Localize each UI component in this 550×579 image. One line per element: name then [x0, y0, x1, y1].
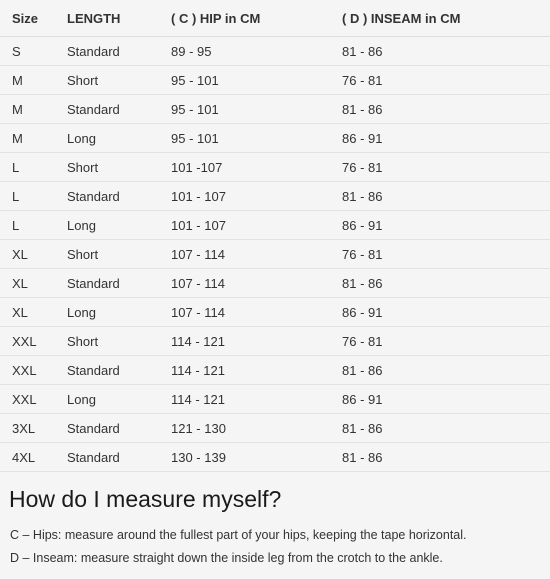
table-row: [0, 327, 550, 356]
cell-inseam: 86 - 91: [342, 298, 550, 327]
cell-size: 3XL: [0, 414, 67, 443]
cell-length: Standard: [67, 95, 171, 124]
table-row: [0, 385, 550, 414]
cell-hip: 89 - 95: [171, 37, 342, 66]
cell-inseam: 81 - 86: [342, 182, 550, 211]
cell-length: Long: [67, 298, 171, 327]
table-row: [0, 95, 550, 124]
cell-inseam: 76 - 81: [342, 240, 550, 269]
cell-inseam: 81 - 86: [342, 95, 550, 124]
cell-inseam: 76 - 81: [342, 327, 550, 356]
table-row: [0, 153, 550, 182]
cell-length: Long: [67, 385, 171, 414]
cell-hip: 95 - 101: [171, 95, 342, 124]
hips-instruction: C – Hips: measure around the fullest part of your hips, keeping the tape horizontal.: [10, 528, 467, 542]
cell-inseam: 76 - 81: [342, 66, 550, 95]
cell-size: 4XL: [0, 443, 67, 472]
cell-hip: 107 - 114: [171, 269, 342, 298]
cell-length: Short: [67, 240, 171, 269]
table-row: [0, 124, 550, 153]
cell-size: M: [0, 95, 67, 124]
column-header-inseam: ( D ) INSEAM in CM: [342, 0, 550, 37]
cell-inseam: 81 - 86: [342, 414, 550, 443]
cell-length: Standard: [67, 356, 171, 385]
cell-hip: 114 - 121: [171, 385, 342, 414]
cell-length: Standard: [67, 414, 171, 443]
cell-length: Long: [67, 211, 171, 240]
cell-size: XL: [0, 298, 67, 327]
cell-size: XL: [0, 240, 67, 269]
measure-heading: How do I measure myself?: [9, 486, 282, 512]
cell-length: Short: [67, 153, 171, 182]
column-header-hip: ( C ) HIP in CM: [171, 0, 342, 37]
table-row: [0, 443, 550, 472]
cell-length: Short: [67, 66, 171, 95]
table-row: [0, 414, 550, 443]
column-header-length: LENGTH: [67, 0, 171, 37]
table-row: [0, 356, 550, 385]
cell-inseam: 86 - 91: [342, 211, 550, 240]
cell-size: XXL: [0, 327, 67, 356]
cell-hip: 101 - 107: [171, 211, 342, 240]
table-row: [0, 37, 550, 66]
cell-hip: 95 - 101: [171, 66, 342, 95]
cell-hip: 95 - 101: [171, 124, 342, 153]
cell-hip: 114 - 121: [171, 356, 342, 385]
cell-size: XXL: [0, 385, 67, 414]
cell-hip: 101 - 107: [171, 182, 342, 211]
cell-length: Standard: [67, 182, 171, 211]
table-row: [0, 182, 550, 211]
cell-inseam: 86 - 91: [342, 385, 550, 414]
cell-length: Standard: [67, 37, 171, 66]
cell-inseam: 81 - 86: [342, 37, 550, 66]
cell-size: L: [0, 182, 67, 211]
cell-inseam: 81 - 86: [342, 269, 550, 298]
cell-inseam: 86 - 91: [342, 124, 550, 153]
cell-inseam: 81 - 86: [342, 443, 550, 472]
cell-length: Standard: [67, 269, 171, 298]
cell-size: XL: [0, 269, 67, 298]
column-header-size: Size: [0, 0, 67, 37]
inseam-instruction: D – Inseam: measure straight down the inside leg from the crotch to the ankle.: [10, 551, 443, 565]
cell-size: XXL: [0, 356, 67, 385]
table-header-row: [0, 0, 550, 37]
table-row: [0, 240, 550, 269]
table-row: [0, 269, 550, 298]
cell-size: L: [0, 211, 67, 240]
cell-inseam: 81 - 86: [342, 356, 550, 385]
cell-hip: 101 -107: [171, 153, 342, 182]
cell-size: L: [0, 153, 67, 182]
cell-length: Short: [67, 327, 171, 356]
cell-length: Long: [67, 124, 171, 153]
cell-size: M: [0, 124, 67, 153]
cell-size: S: [0, 37, 67, 66]
cell-hip: 107 - 114: [171, 240, 342, 269]
cell-hip: 114 - 121: [171, 327, 342, 356]
cell-inseam: 76 - 81: [342, 153, 550, 182]
table-row: [0, 66, 550, 95]
cell-hip: 130 - 139: [171, 443, 342, 472]
table-row: [0, 211, 550, 240]
cell-hip: 107 - 114: [171, 298, 342, 327]
table-body: [0, 37, 550, 472]
cell-length: Standard: [67, 443, 171, 472]
cell-hip: 121 - 130: [171, 414, 342, 443]
table-row: [0, 298, 550, 327]
cell-size: M: [0, 66, 67, 95]
